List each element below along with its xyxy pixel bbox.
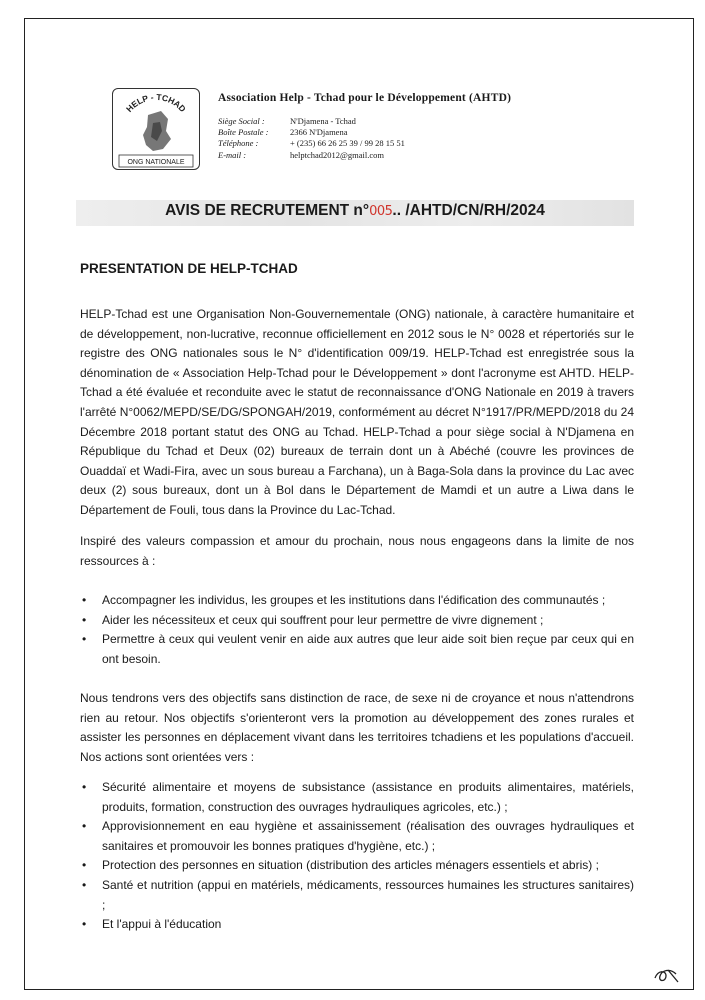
contact-row bbox=[218, 138, 405, 149]
bullet-icon: • bbox=[82, 917, 87, 932]
title-suffix: .. /AHTD/CN/RH/2024 bbox=[392, 202, 545, 219]
document-title bbox=[76, 202, 634, 220]
list-item: • Protection des personnes en situation (distribution des articles ménagers essentiels et abris) ; bbox=[80, 856, 634, 876]
handwritten-initials-mark bbox=[652, 964, 682, 986]
paragraph-values: Inspiré des valeurs compassion et amour du prochain, nous nous engageons dans la limite de nos ressources à : bbox=[80, 534, 634, 568]
list-item: • Aider les nécessiteux et ceux qui souffrent pour leur permettre de vivre dignement ; bbox=[80, 611, 634, 631]
paragraph-presentation: HELP-Tchad est une Organisation Non-Gouvernementale (ONG) nationale, à caractère humanitaire et de développement, non-lucrative, reconnue officiellement en 2012 sous le N° 0028 et répertoriés sur le registre des ONG nationales sous le N° d'identification 009/19. HELP-Tchad est enregistrée sous la dénomination de « Association Help-Tchad pour le Développement » dont l'acronyme est AHTD. HELP-Tchad a été évaluée et reconduite avec le statut de reconnaissance d'ONG Nationale en 2019 à travers l'arrêté N°0062/MEPD/SE/DG/SPONGAH/2019, conformément au décret N°1917/PR/MEPD/2018 du 24 Décembre 2018 portant statut des ONG au Tchad. HELP-Tchad a pour siège social à N'Djamena en République du Tchad et Deux (02) bureaux de terrain dont un à Abéché (couvre les provinces de Ouaddaï et Wadi-Fira, avec un sous bureau a Farchana), un à Baga-Sola dans la province du Lac avec deux (2) sous bureaux, dont un à Bol dans le Département de Mamdi et un autre a Liwa dans le Département de Fouli, tous dans la Province du Lac-Tchad. bbox=[80, 307, 634, 517]
contact-row bbox=[218, 150, 405, 161]
contact-label: Siège Social : bbox=[218, 116, 265, 126]
bullet-icon: • bbox=[82, 612, 87, 627]
bullet-icon: • bbox=[82, 593, 87, 607]
contact-row bbox=[218, 116, 405, 127]
organization-name: Association Help - Tchad pour le Développement (AHTD) bbox=[218, 92, 512, 104]
list-item: • Et l'appui à l'éducation bbox=[80, 915, 634, 935]
title-prefix: AVIS DE RECRUTEMENT n° bbox=[165, 202, 370, 219]
contact-row bbox=[218, 127, 405, 138]
contact-label: Téléphone : bbox=[218, 138, 259, 149]
bullet-list-commitments bbox=[80, 591, 634, 669]
bullet-icon: • bbox=[82, 877, 87, 892]
bullet-icon: • bbox=[82, 858, 87, 873]
list-item: • Permettre à ceux qui veulent venir en aide aux autres que leur aide soit bien reçue par ceux qui en ont besoin. bbox=[82, 632, 634, 666]
help-tchad-logo bbox=[112, 88, 200, 170]
handwritten-number: 005 bbox=[369, 204, 393, 219]
bullet-list-actions bbox=[80, 778, 634, 935]
section-title: PRESENTATION DE HELP-TCHAD bbox=[80, 261, 298, 276]
list-item: • Santé et nutrition (appui en matériels, médicaments, ressources humaines les structures sanitaires) ; bbox=[82, 877, 634, 912]
contact-value: N'Djamena - Tchad bbox=[290, 116, 356, 126]
contact-value: helptchad2012@gmail.com bbox=[290, 149, 384, 160]
bullet-icon: • bbox=[82, 819, 87, 834]
contact-label: Boîte Postale : bbox=[218, 127, 269, 138]
list-item: • Sécurité alimentaire et moyens de subsistance (assistance en produits alimentaires, matériels, produits, formation, construction des ouvrages hydrauliques agricoles, etc.) ; bbox=[82, 780, 634, 814]
contact-label: E-mail : bbox=[218, 149, 247, 160]
list-item: • Approvisionnement en eau hygiène et assainissement (réalisation des ouvrages hydrauliques et sanitaires et promouvoir les bonnes pratiques d'hygiène, etc.) ; bbox=[82, 819, 634, 853]
contact-block bbox=[218, 116, 405, 161]
contact-value: + (235) 66 26 25 39 / 99 28 15 51 bbox=[290, 138, 405, 149]
svg-text:ONG NATIONALE: ONG NATIONALE bbox=[127, 159, 185, 166]
paragraph-objectives: Nous tendrons vers des objectifs sans distinction de race, de sexe ni de croyance et nous n'attendrons rien au retour. Nos objectifs s'orienteront vers la promotion au développement des zones rurales et assister les personnes en déplacement vivant dans les territoires tchadiens et les populations d'accueil. Nos actions sont orientées vers : bbox=[80, 691, 634, 764]
bullet-icon: • bbox=[82, 632, 87, 647]
list-item: • Accompagner les individus, les groupes et les institutions dans l'édification des communautés ; bbox=[80, 591, 634, 611]
bullet-icon: • bbox=[82, 780, 87, 794]
svg-text:HELP - TCHAD: HELP - TCHAD bbox=[124, 91, 188, 114]
contact-value: 2366 N'Djamena bbox=[290, 127, 348, 138]
